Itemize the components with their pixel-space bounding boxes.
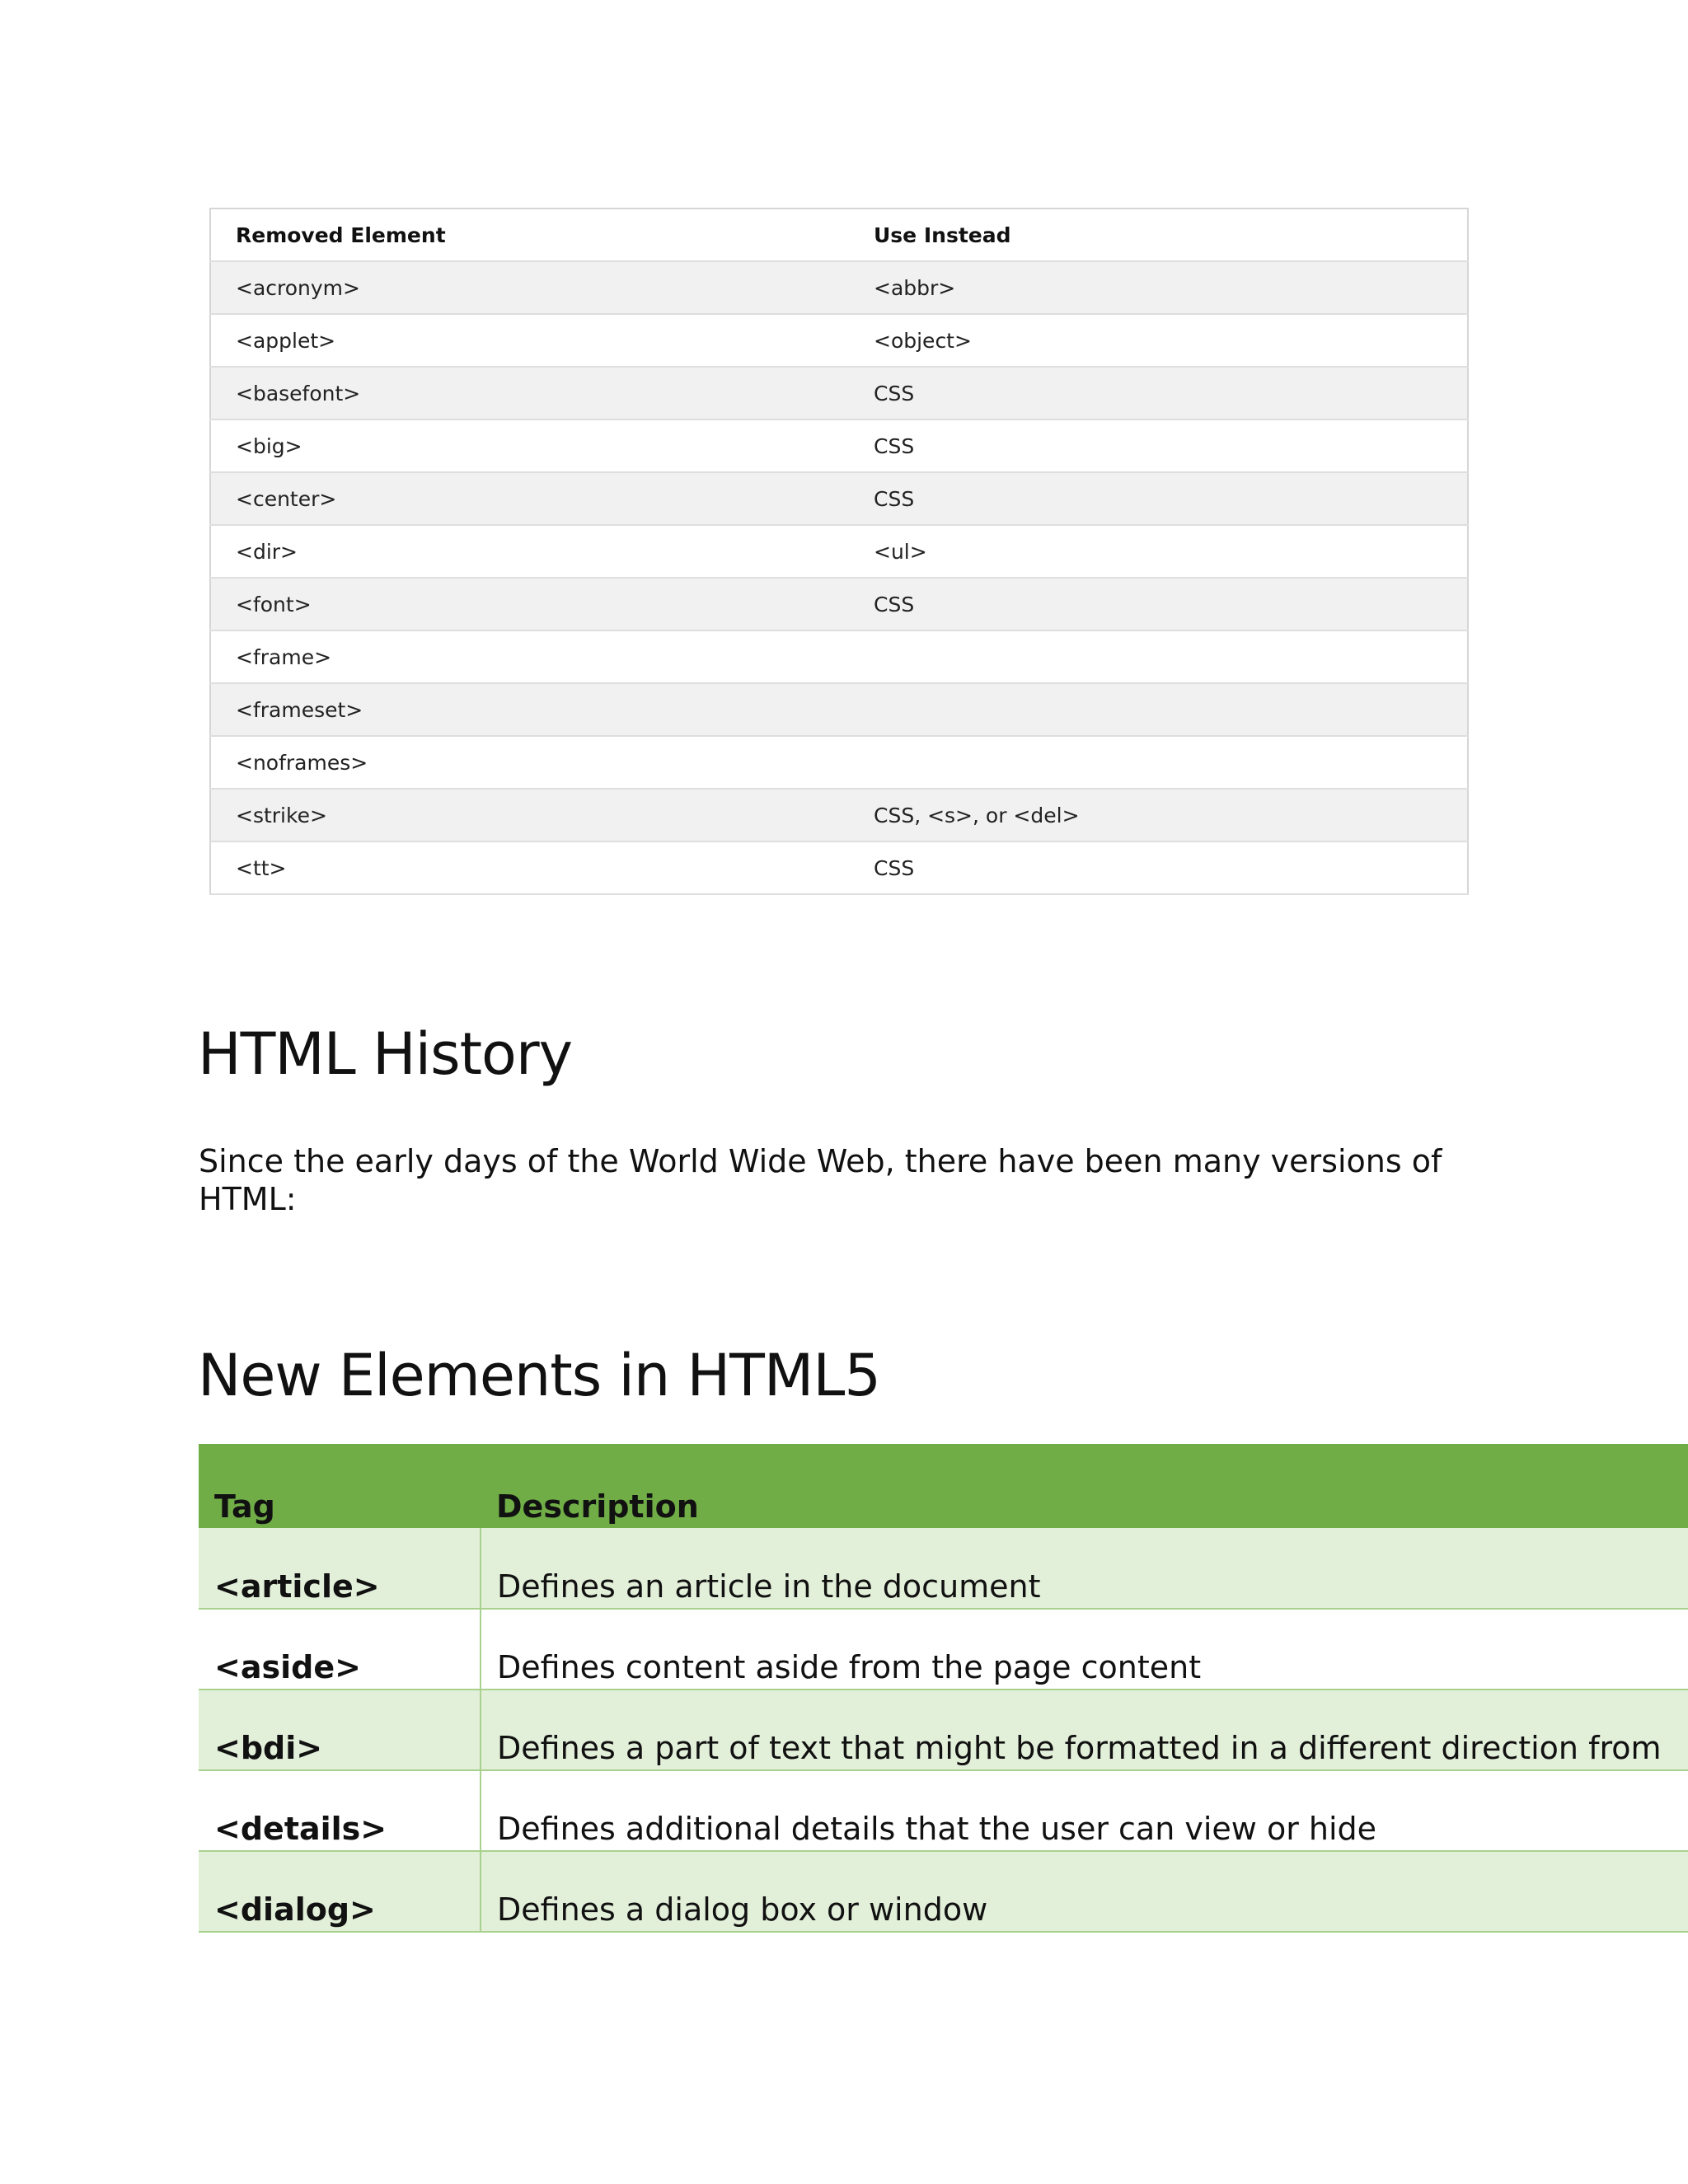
use-instead-cell: CSS (849, 419, 1468, 472)
removed-element-cell: <center> (210, 472, 849, 525)
table-row (210, 630, 1468, 683)
removed-element-cell: <acronym> (210, 261, 849, 314)
history-heading: HTML History (198, 1020, 573, 1088)
table-row (210, 261, 1468, 314)
description-cell: Defines an article in the document (481, 1528, 1688, 1609)
use-instead-cell (849, 683, 1468, 736)
removed-elements-table (209, 208, 1469, 895)
description-cell: Defines content aside from the page content (481, 1609, 1688, 1690)
table-row (210, 472, 1468, 525)
table-row (210, 841, 1468, 894)
table-row (210, 525, 1468, 578)
tag-cell: <details> (199, 1770, 481, 1851)
removed-element-cell: <basefont> (210, 367, 849, 419)
history-paragraph: Since the early days of the World Wide Web, there have been many versions of HTML: (199, 1143, 1442, 1217)
column-header-description: Description (481, 1444, 1688, 1528)
use-instead-cell: CSS (849, 367, 1468, 419)
use-instead-cell: CSS (849, 472, 1468, 525)
removed-element-cell: <font> (210, 578, 849, 630)
use-instead-cell: CSS (849, 578, 1468, 630)
use-instead-cell: <object> (849, 314, 1468, 367)
tag-cell: <aside> (199, 1609, 481, 1690)
removed-element-cell: <big> (210, 419, 849, 472)
table-row (199, 1609, 1688, 1690)
use-instead-cell (849, 736, 1468, 789)
new-elements-heading: New Elements in HTML5 (198, 1342, 880, 1409)
table-row (199, 1690, 1688, 1770)
description-cell: Defines additional details that the user can view or hide (481, 1770, 1688, 1851)
table-header-row (210, 209, 1468, 261)
column-header-removed-element: Removed Element (210, 209, 849, 261)
table-row (199, 1528, 1688, 1609)
new-elements-table (199, 1444, 1688, 1933)
tag-cell: <dialog> (199, 1851, 481, 1932)
use-instead-cell: <abbr> (849, 261, 1468, 314)
table-row (199, 1770, 1688, 1851)
column-header-tag: Tag (199, 1444, 481, 1528)
table-row (210, 683, 1468, 736)
table-row (210, 736, 1468, 789)
removed-element-cell: <frameset> (210, 683, 849, 736)
table-row (210, 578, 1468, 630)
tag-cell: <bdi> (199, 1690, 481, 1770)
description-cell: Defines a dialog box or window (481, 1851, 1688, 1932)
table-row (210, 419, 1468, 472)
use-instead-cell (849, 630, 1468, 683)
removed-element-cell: <frame> (210, 630, 849, 683)
table-row (210, 367, 1468, 419)
removed-element-cell: <noframes> (210, 736, 849, 789)
use-instead-cell: <ul> (849, 525, 1468, 578)
removed-element-cell: <strike> (210, 789, 849, 841)
table-row (199, 1851, 1688, 1932)
use-instead-cell: CSS (849, 841, 1468, 894)
column-header-use-instead: Use Instead (849, 209, 1468, 261)
table-row (210, 789, 1468, 841)
use-instead-cell: CSS, <s>, or <del> (849, 789, 1468, 841)
removed-element-cell: <applet> (210, 314, 849, 367)
table-header-row (199, 1444, 1688, 1528)
table-row (210, 314, 1468, 367)
description-cell: Defines a part of text that might be formatted in a different direction from (481, 1690, 1688, 1770)
removed-element-cell: <tt> (210, 841, 849, 894)
removed-element-cell: <dir> (210, 525, 849, 578)
tag-cell: <article> (199, 1528, 481, 1609)
